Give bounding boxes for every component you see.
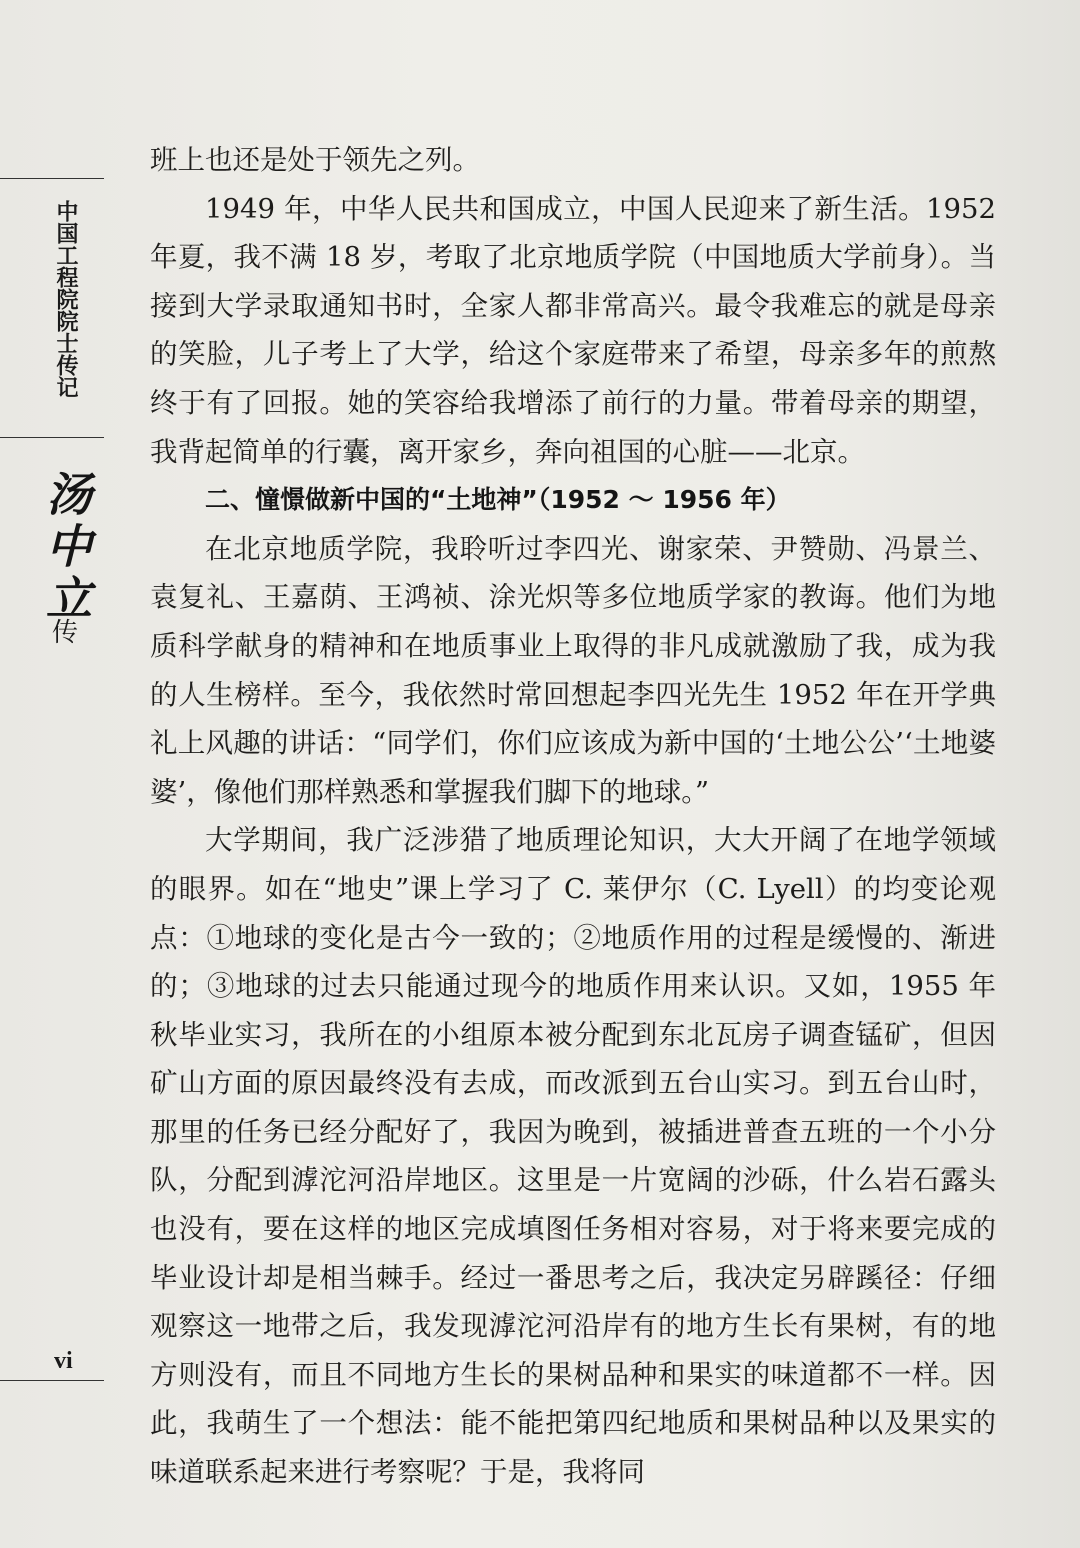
- margin-column: [0, 0, 112, 1548]
- margin-rule-top: [0, 178, 104, 179]
- section-heading: 二、憧憬做新中国的“土地神”（1952 ～ 1956 年）: [205, 485, 791, 515]
- subject-name: 汤中立: [39, 470, 93, 626]
- series-title: 中国工程院院士传记: [53, 200, 79, 398]
- paragraph: 1949 年，中华人民共和国成立，中国人民迎来了新生活。1952 年夏，我不满 18 岁，考取了北京地质学院（中国地质大学前身）。当接到大学录取通知书时，全家人都非常高兴。最令我难忘的就是母亲的笑脸，儿子考上了大学，给这个家庭带来了希望，母亲多年的煎熬终于有了回报。她的笑容给我增添了前行的力量。带着母亲的期望，我背起简单的行囊，离开家乡，奔向祖国的心脏——北京。: [150, 192, 996, 468]
- page-number: vi: [54, 1348, 73, 1374]
- paragraph: 班上也还是处于领先之列。: [150, 144, 480, 176]
- subject-suffix: 传: [52, 618, 79, 648]
- paragraph: 在北京地质学院，我聆听过李四光、谢家荣、尹赞勋、冯景兰、袁复礼、王嘉荫、王鸿祯、涂光炽等多位地质学家的教诲。他们为地质科学献身的精神和在地质事业上取得的非凡成就激励了我，成为我的人生榜样。至今，我依然时常回想起李四光先生 1952 年在开学典礼上风趣的讲话：“同学们，你们应该成为新中国的‘土地公公’‘土地婆婆’，像他们那样熟悉和掌握我们脚下的地球。”: [150, 532, 996, 808]
- margin-rule-bottom: [0, 1380, 104, 1381]
- body-text: [150, 136, 996, 1497]
- paragraph: 大学期间，我广泛涉猎了地质理论知识，大大开阔了在地学领域的眼界。如在“地史”课上学习了 C. 莱伊尔（C. Lyell）的均变论观点：①地球的变化是古今一致的；②地质作用的过程是缓慢的、渐进的；③地球的过去只能通过现今的地质作用来认识。又如，1955 年秋毕业实习，我所在的小组原本被分配到东北瓦房子调查锰矿，但因矿山方面的原因最终没有去成，而改派到五台山实习。到五台山时，那里的任务已经分配好了，我因为晚到，被插进普查五班的一个小分队，分配到滹沱河沿岸地区。这里是一片宽阔的沙砾，什么岩石露头也没有，要在这样的地区完成填图任务相对容易，对于将来要完成的毕业设计却是相当棘手。经过一番思考之后，我决定另辟蹊径：仔细观察这一地带之后，我发现滹沱河沿岸有的地方生长有果树，有的地方则没有，而且不同地方生长的果树品种和果实的味道都不一样。因此，我萌生了一个想法：能不能把第四纪地质和果树品种以及果实的味道联系起来进行考察呢？于是，我将同: [150, 824, 996, 1489]
- margin-rule-middle: [0, 437, 104, 438]
